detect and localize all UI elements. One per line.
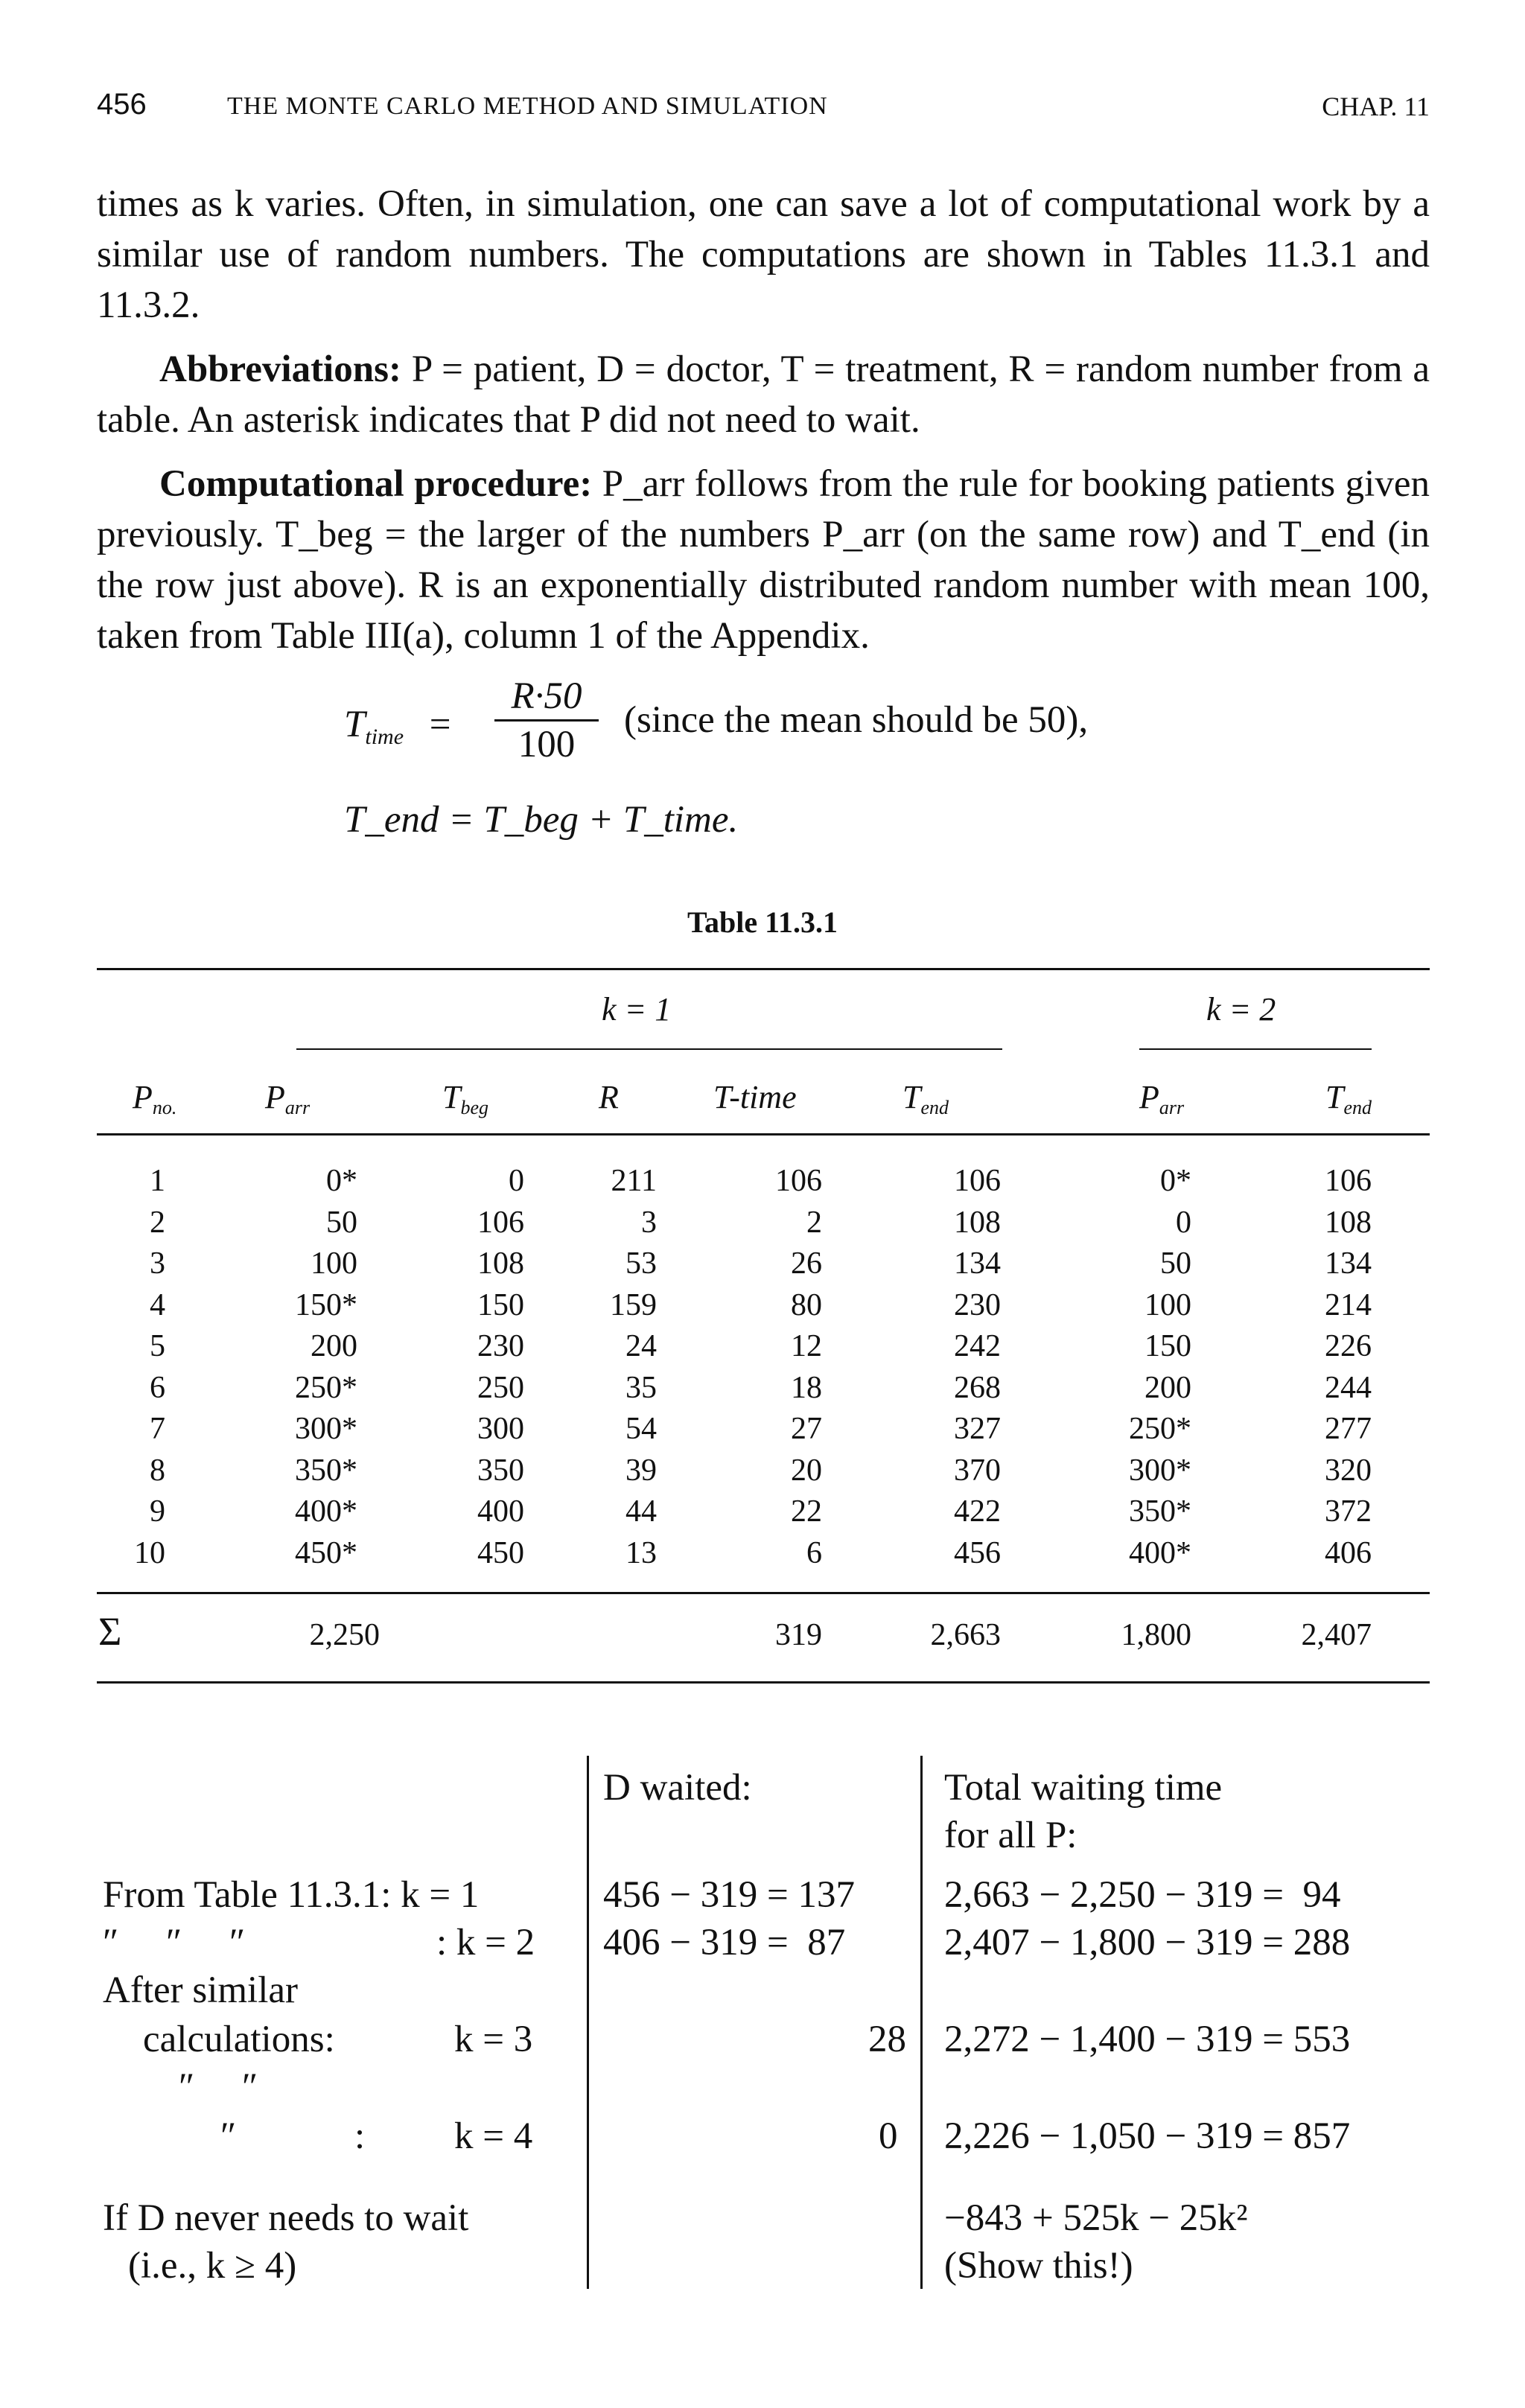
summary-row5-formula: −843 + 525k − 25k² — [944, 2197, 1248, 2239]
table-cell-pno: 6 — [150, 1370, 165, 1405]
summary-row4-ditto-a: ″ ″ — [179, 2066, 258, 2108]
table-cell-pno: 2 — [150, 1205, 165, 1240]
table-cell-tend-k1: 134 — [954, 1246, 1001, 1281]
header-bottom-rule — [97, 1133, 1430, 1135]
table-cell-r: 39 — [625, 1453, 657, 1488]
table-cell-tbeg: 106 — [477, 1205, 524, 1240]
table-cell-parr-k1: 50 — [326, 1205, 357, 1240]
table-cell-r: 159 — [610, 1287, 657, 1322]
table-caption: Table 11.3.1 — [687, 905, 838, 939]
summary-row3-label-2: calculations: — [143, 2019, 335, 2060]
procedure-label: Computational procedure: — [159, 463, 593, 505]
equation-tend: T_end = T_beg + T_time. — [344, 799, 739, 841]
group-k1-rule — [296, 1048, 1002, 1050]
column-header-tend-k1: $T_{end}$ — [902, 1079, 949, 1118]
table-cell-ttime: 26 — [791, 1246, 822, 1281]
summary-header-total-2: for all P: — [944, 1815, 1077, 1856]
table-cell-r: 53 — [625, 1246, 657, 1281]
table-cell-tend-k1: 268 — [954, 1370, 1001, 1405]
table-cell-parr-k2: 200 — [1144, 1370, 1191, 1405]
chapter-label: CHAP. 11 — [1322, 92, 1430, 121]
table-cell-ttime: 106 — [775, 1164, 822, 1198]
table-cell-parr-k1: 400* — [295, 1494, 357, 1529]
table-cell-r: 54 — [625, 1412, 657, 1446]
table-cell-parr-k2: 400* — [1129, 1535, 1191, 1570]
table-cell-tend-k2: 108 — [1325, 1205, 1372, 1240]
table-cell-parr-k1: 0* — [326, 1164, 357, 1198]
table-cell-tend-k1: 456 — [954, 1535, 1001, 1570]
abbreviations-text: P = patient, D = doctor, T = treatment, R = random number from a table. An asterisk indicates that P did not need to wait. — [97, 348, 1430, 441]
table-cell-r: 24 — [625, 1329, 657, 1363]
table-cell-r: 13 — [625, 1535, 657, 1570]
table-cell-tbeg: 300 — [477, 1412, 524, 1446]
summary-row4-k: k = 4 — [454, 2115, 533, 2157]
table-cell-parr-k2: 150 — [1144, 1329, 1191, 1363]
table-cell-tend-k2: 226 — [1325, 1329, 1372, 1363]
equation-ttime-lhs: $T_{time}$ = — [344, 704, 451, 749]
table-cell-r: 211 — [611, 1164, 657, 1198]
table-cell-ttime: 12 — [791, 1329, 822, 1363]
table-cell-tbeg: 450 — [477, 1535, 524, 1570]
sum-cell-ttime: 319 — [775, 1618, 822, 1652]
procedure-text: P_arr follows from the rule for booking patients given previously. T_beg = the larger of the numbers P_arr (on the same row) and T_end (in the row just above). R is an exponentially distributed random number with mean 100, taken from Table III(a), column 1 of the Appendix. — [97, 463, 1430, 657]
table-cell-ttime: 6 — [806, 1535, 822, 1570]
table-top-rule — [97, 968, 1430, 970]
group-k2-rule — [1139, 1048, 1372, 1050]
table-cell-ttime: 80 — [791, 1287, 822, 1322]
table-cell-tend-k1: 106 — [954, 1164, 1001, 1198]
table-cell-pno: 9 — [150, 1494, 165, 1529]
table-cell-parr-k2: 350* — [1129, 1494, 1191, 1529]
summary-row3-total: 2,272 − 1,400 − 319 = 553 — [944, 2019, 1351, 2060]
table-cell-tend-k2: 406 — [1325, 1535, 1372, 1570]
table-cell-parr-k1: 100 — [311, 1246, 357, 1281]
table-cell-tend-k1: 327 — [954, 1412, 1001, 1446]
table-cell-tbeg: 400 — [477, 1494, 524, 1529]
summary-row3-label-1: After similar — [103, 1969, 298, 2011]
table-cell-tend-k1: 108 — [954, 1205, 1001, 1240]
equation-ttime-note: (since the mean should be 50), — [624, 699, 1089, 741]
summary-row3-k: k = 3 — [454, 2019, 533, 2060]
fraction-numerator: R·50 — [511, 675, 582, 717]
column-header-pno: $P_{no.}$ — [133, 1079, 177, 1118]
table-cell-tend-k1: 230 — [954, 1287, 1001, 1322]
summary-header-d-waited: D waited: — [603, 1767, 752, 1809]
summary-row1-total: 2,663 − 2,250 − 319 = 94 — [944, 1874, 1341, 1916]
summary-row3-d-waited: 28 — [868, 2019, 906, 2060]
table-cell-tbeg: 250 — [477, 1370, 524, 1405]
table-cell-ttime: 27 — [791, 1412, 822, 1446]
table-cell-parr-k2: 0 — [1176, 1205, 1191, 1240]
table-cell-r: 44 — [625, 1494, 657, 1529]
summary-divider-2 — [920, 1756, 923, 2289]
table-cell-ttime: 18 — [791, 1370, 822, 1405]
table-cell-tend-k2: 320 — [1325, 1453, 1372, 1488]
column-header-parr-k1: $P_{arr}$ — [265, 1079, 311, 1118]
column-header-r: R — [599, 1079, 619, 1115]
table-cell-pno: 10 — [134, 1535, 165, 1570]
table-cell-parr-k1: 150* — [295, 1287, 357, 1322]
summary-divider-1 — [587, 1756, 589, 2289]
sum-cell-tend-k2: 2,407 — [1301, 1618, 1372, 1652]
intro-paragraph: times as k varies. Often, in simulation, one can save a lot of computational work by a similar use of random numbers. The computations are shown in Tables 11.3.1 and 11.3.2. — [97, 183, 1430, 326]
table-cell-tend-k2: 372 — [1325, 1494, 1372, 1529]
table-bottom-rule — [97, 1681, 1430, 1684]
table-cell-tend-k1: 422 — [954, 1494, 1001, 1529]
table-cell-tend-k2: 244 — [1325, 1370, 1372, 1405]
table-cell-pno: 7 — [150, 1412, 165, 1446]
table-cell-ttime: 20 — [791, 1453, 822, 1488]
table-cell-tend-k2: 134 — [1325, 1246, 1372, 1281]
summary-row2-d-waited: 406 − 319 = 87 — [603, 1922, 846, 1963]
table-cell-parr-k1: 450* — [295, 1535, 357, 1570]
abbreviations-label: Abbreviations: — [159, 348, 401, 390]
table-cell-parr-k2: 300* — [1129, 1453, 1191, 1488]
fraction-bar — [494, 719, 599, 722]
summary-row5-label-1: If D never needs to wait — [103, 2197, 469, 2239]
table-cell-tbeg: 0 — [509, 1164, 524, 1198]
running-title: THE MONTE CARLO METHOD AND SIMULATION — [227, 92, 828, 120]
column-header-tend-k2: $T_{end}$ — [1325, 1079, 1372, 1118]
table-cell-pno: 4 — [150, 1287, 165, 1322]
table-cell-parr-k2: 0* — [1160, 1164, 1191, 1198]
summary-row1-d-waited: 456 − 319 = 137 — [603, 1874, 856, 1916]
table-cell-tbeg: 230 — [477, 1329, 524, 1363]
summary-header-total-1: Total waiting time — [944, 1767, 1223, 1809]
table-cell-parr-k1: 200 — [311, 1329, 357, 1363]
table-cell-tend-k2: 277 — [1325, 1412, 1372, 1446]
summary-row4-ditto-b: ″ — [220, 2115, 237, 2157]
column-header-tbeg: $T_{beg}$ — [442, 1079, 489, 1118]
sum-cell-parr-k2: 1,800 — [1121, 1618, 1191, 1652]
table-cell-tend-k1: 242 — [954, 1329, 1001, 1363]
table-cell-ttime: 22 — [791, 1494, 822, 1529]
table-cell-parr-k1: 300* — [295, 1412, 357, 1446]
table-cell-parr-k2: 50 — [1160, 1246, 1191, 1281]
table-cell-r: 3 — [641, 1205, 657, 1240]
table-cell-pno: 8 — [150, 1453, 165, 1488]
table-cell-tend-k2: 106 — [1325, 1164, 1372, 1198]
table-cell-r: 35 — [625, 1370, 657, 1405]
equation-ttime-fraction — [494, 675, 599, 766]
sum-cell-parr-k1: 2,250 — [309, 1618, 380, 1652]
group-header-k2: k = 2 — [1206, 991, 1276, 1028]
sum-cell-tend-k1: 2,663 — [930, 1618, 1001, 1652]
summary-row1-label: From Table 11.3.1: k = 1 — [103, 1874, 480, 1916]
table-cell-pno: 3 — [150, 1246, 165, 1281]
table-cell-pno: 1 — [150, 1164, 165, 1198]
summary-row5-note: (Show this!) — [944, 2245, 1133, 2287]
table-cell-parr-k2: 250* — [1129, 1412, 1191, 1446]
table-cell-tbeg: 150 — [477, 1287, 524, 1322]
running-header — [97, 88, 1430, 133]
fraction-denominator: 100 — [518, 724, 576, 765]
column-header-parr-k2: $P_{arr}$ — [1139, 1079, 1185, 1118]
table-cell-parr-k1: 350* — [295, 1453, 357, 1488]
table-cell-tbeg: 350 — [477, 1453, 524, 1488]
abbreviations-paragraph — [97, 344, 1430, 445]
table-cell-ttime: 2 — [806, 1205, 822, 1240]
column-header-ttime: T-time — [713, 1079, 797, 1115]
sum-label: Σ — [98, 1609, 122, 1654]
summary-row4-d-waited: 0 — [879, 2115, 898, 2157]
table-cell-tend-k2: 214 — [1325, 1287, 1372, 1322]
summary-row5-label-2: (i.e., k ≥ 4) — [128, 2245, 297, 2287]
table-cell-tbeg: 108 — [477, 1246, 524, 1281]
summary-row2-k: : k = 2 — [436, 1922, 535, 1963]
table-cell-parr-k2: 100 — [1144, 1287, 1191, 1322]
table-cell-pno: 5 — [150, 1329, 165, 1363]
summary-row2-ditto: ″ ″ ″ — [103, 1922, 246, 1963]
page-number: 456 — [97, 88, 147, 121]
sum-top-rule — [97, 1592, 1430, 1594]
summary-row4-colon: : — [354, 2115, 366, 2157]
table-cell-tend-k1: 370 — [954, 1453, 1001, 1488]
summary-row4-total: 2,226 − 1,050 − 319 = 857 — [944, 2115, 1351, 2157]
group-header-k1: k = 1 — [602, 991, 672, 1028]
table-cell-parr-k1: 250* — [295, 1370, 357, 1405]
summary-row2-total: 2,407 − 1,800 − 319 = 288 — [944, 1922, 1351, 1963]
procedure-paragraph — [97, 459, 1430, 661]
